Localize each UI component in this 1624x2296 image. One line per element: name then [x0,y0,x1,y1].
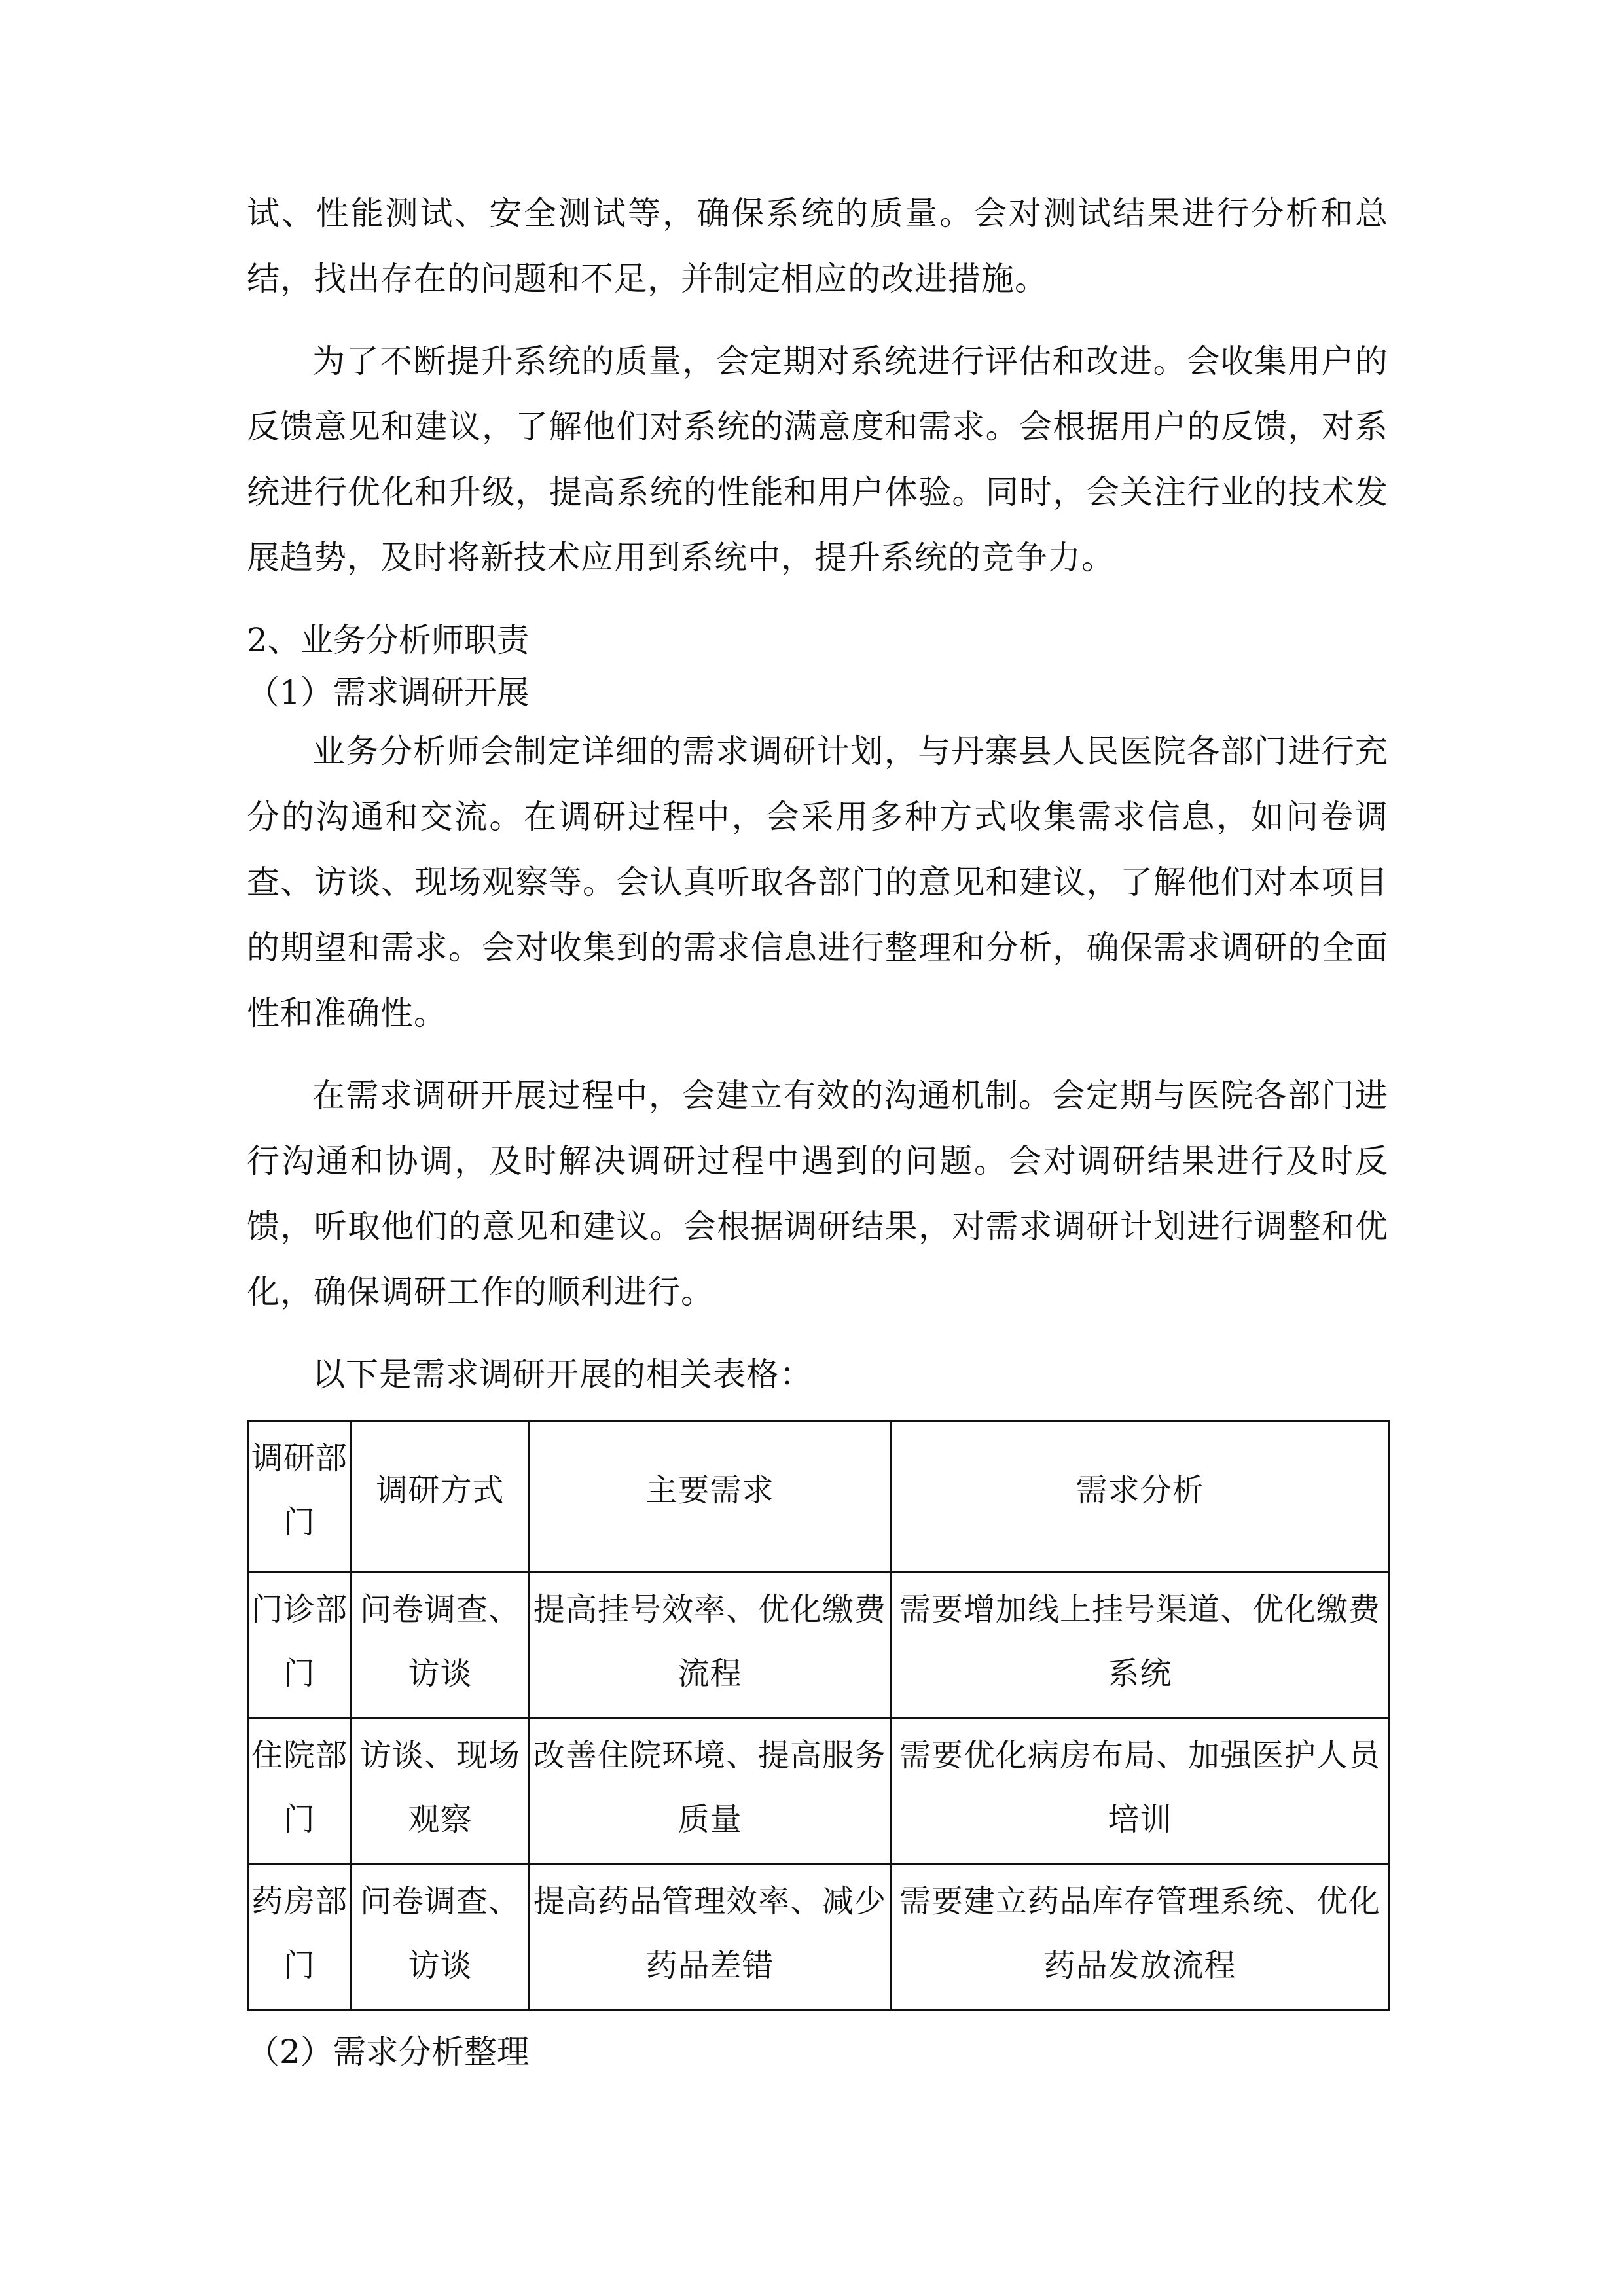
table-header-cell: 调研部门 [248,1422,352,1573]
table-cell: 访谈、现场观察 [352,1719,530,1865]
table-header-cell: 需求分析 [891,1422,1390,1573]
table-cell: 问卷调查、访谈 [352,1573,530,1719]
table-header-cell: 调研方式 [352,1422,530,1573]
table-row [248,1719,1390,1865]
section-heading-business-analyst: 2、业务分析师职责 [247,621,530,659]
table-cell: 需要增加线上挂号渠道、优化缴费系统 [891,1573,1390,1719]
table-cell: 提高挂号效率、优化缴费流程 [530,1573,891,1719]
paragraph-communication-mechanism: 在需求调研开展过程中，会建立有效的沟通机制。会定期与医院各部门进行沟通和协调，及时解决调研过程中遇到的问题。会对调研结果进行及时反馈，听取他们的意见和建议。会根据调研结果，对需求调研计划进行调整和优化，确保调研工作的顺利进行。 [247,1077,1388,1311]
table-cell: 改善住院环境、提高服务质量 [530,1719,891,1865]
table-cell: 需要优化病房布局、加强医护人员培训 [891,1719,1390,1865]
table-cell: 需要建立药品库存管理系统、优化药品发放流程 [891,1865,1390,2011]
table-cell: 提高药品管理效率、减少药品差错 [530,1865,891,2011]
table-cell: 药房部门 [248,1865,352,2011]
table-header-row [248,1422,1390,1573]
subsection-heading-requirement-analysis: （2）需求分析整理 [247,2033,530,2071]
paragraph-testing-continued: 试、性能测试、安全测试等，确保系统的质量。会对测试结果进行分析和总结，找出存在的问题和不足，并制定相应的改进措施。 [247,194,1388,298]
table-cell: 问卷调查、访谈 [352,1865,530,2011]
research-table [247,1420,1390,2011]
document-page [247,181,1388,2078]
table-cell: 门诊部门 [248,1573,352,1719]
paragraph-system-improvement: 为了不断提升系统的质量，会定期对系统进行评估和改进。会收集用户的反馈意见和建议，了解他们对系统的满意度和需求。会根据用户的反馈，对系统进行优化和升级，提高系统的性能和用户体验。同时，会关注行业的技术发展趋势，及时将新技术应用到系统中，提升系统的竞争力。 [247,342,1388,577]
subsection-heading-requirement-research: （1）需求调研开展 [247,673,530,711]
table-cell: 住院部门 [248,1719,352,1865]
paragraph-research-plan: 业务分析师会制定详细的需求调研计划，与丹寨县人民医院各部门进行充分的沟通和交流。在调研过程中，会采用多种方式收集需求信息，如问卷调查、访谈、现场观察等。会认真听取各部门的意见和建议，了解他们对本项目的期望和需求。会对收集到的需求信息进行整理和分析，确保需求调研的全面性和准确性。 [247,732,1388,1032]
table-header-cell: 主要需求 [530,1422,891,1573]
paragraph-table-intro: 以下是需求调研开展的相关表格： [312,1355,813,1393]
table-row [248,1865,1390,2011]
table-row [248,1573,1390,1719]
